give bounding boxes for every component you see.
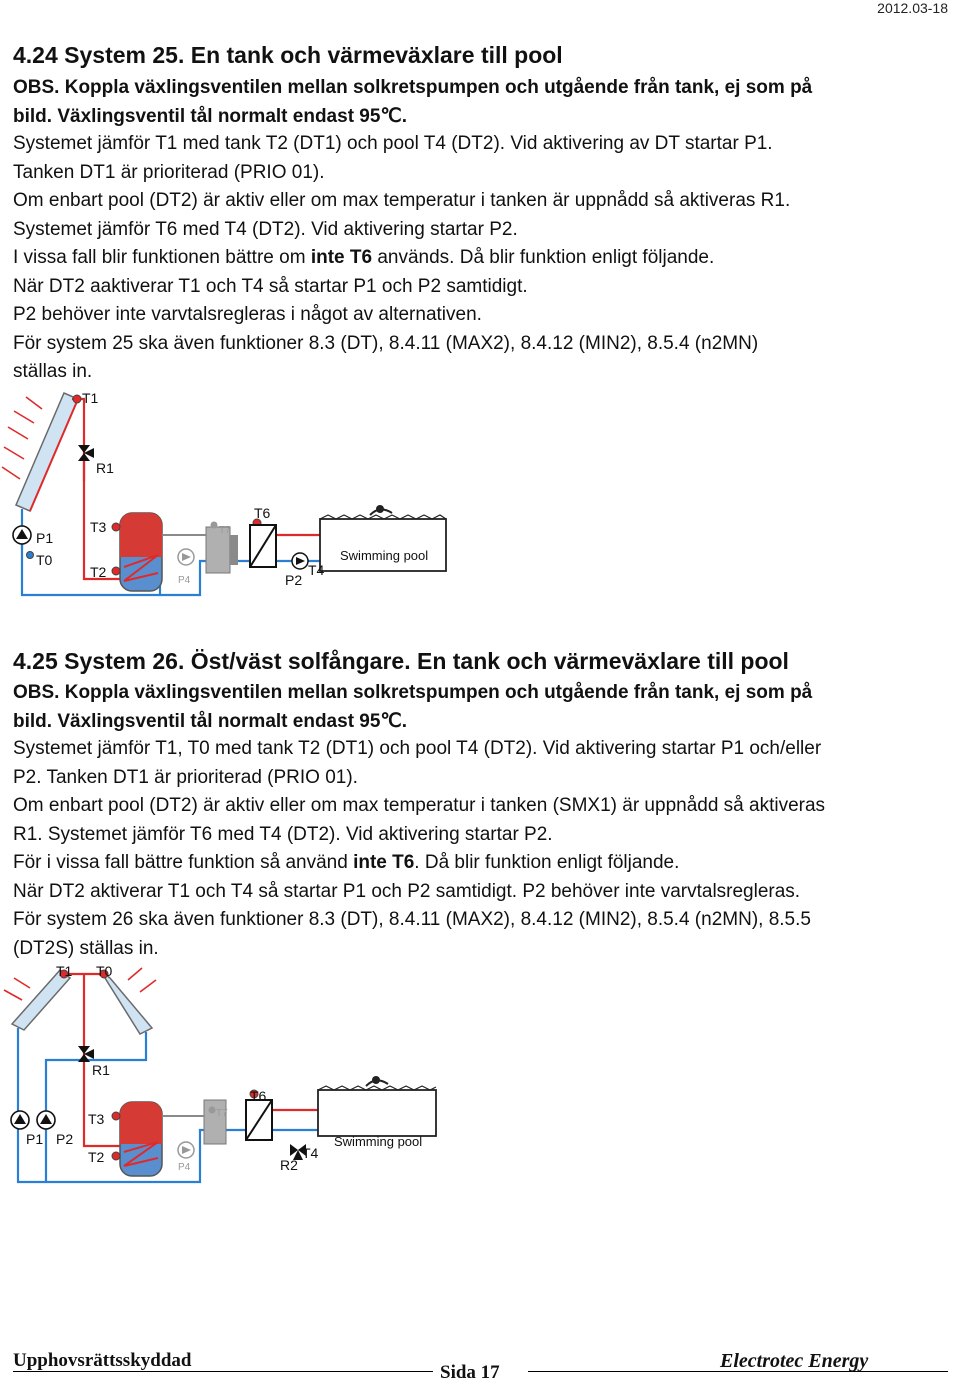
text-line: För system 26 ska även funktioner 8.3 (DT), 8.4.11 (MAX2), 8.4.12 (MIN2), 8.5.4 (n2MN), 8.5.5 (13, 909, 811, 930)
text-line: ställas in. (13, 361, 93, 382)
text-line: Systemet jämför T1 med tank T2 (DT1) och pool T4 (DT2). Vid aktivering av DT startar P1. (13, 133, 773, 154)
obs-note-4-24 (13, 73, 812, 131)
heat-exchanger (250, 525, 276, 567)
label-t0: T0 (36, 552, 53, 568)
text-line: Om enbart pool (DT2) är aktiv eller om max temperatur i tanken (SMX1) är uppnådd så aktiveras (13, 795, 826, 816)
label-r1: R1 (96, 460, 114, 476)
text-line: Om enbart pool (DT2) är aktiv eller om max temperatur i tanken är uppnådd så aktiveras R1. (13, 190, 791, 211)
swimming-pool (318, 1076, 436, 1136)
footer-page-number: Sida 17 (440, 1362, 500, 1383)
label-r1: R1 (92, 1062, 110, 1078)
text-line: Tanken DT1 är prioriterad (PRIO 01). (13, 161, 325, 183)
text-line: Systemet jämför T1, T0 med tank T2 (DT1) och pool T4 (DT2). Vid aktivering startar P1 och/eller (13, 738, 822, 759)
header-date: 2012.03-18 (877, 0, 948, 16)
label-t3: T3 (90, 519, 107, 535)
solar-collector-west (100, 970, 152, 1034)
label-r2: R2 (280, 1157, 298, 1173)
label-t4: T4 (308, 562, 325, 578)
text-post: används. Då blir funktion enligt följande. (372, 247, 715, 268)
obs-line: OBS. Koppla växlingsventilen mellan solkretspumpen och utgående från tank, ej som på (13, 682, 813, 703)
text-pre: I vissa fall blir funktionen bättre om (13, 247, 311, 268)
label-p2: P2 (285, 572, 303, 588)
section-heading-4-25: 4.25 System 26. Öst/väst solfångare. En tank och värmeväxlare till pool (13, 648, 789, 674)
label-pool: Swimming pool (340, 548, 429, 563)
label-t0: T0 (96, 963, 113, 979)
obs-line: bild. Växlingsventil tål normalt endast 95℃. (13, 711, 408, 732)
obs-note-4-25 (13, 678, 812, 736)
obs-line: OBS. Koppla växlingsventilen mellan solkretspumpen och utgående från tank, ej som på (13, 77, 813, 98)
footer-company: Electrotec Energy (720, 1350, 869, 1372)
label-t6: T6 (250, 1088, 267, 1104)
label-t2: T2 (88, 1149, 105, 1165)
sun-rays (4, 968, 156, 1000)
label-p4: P4 (178, 1162, 191, 1173)
pump-p2 (292, 553, 308, 569)
pump-p4 (178, 1142, 194, 1158)
label-t1: T1 (56, 963, 73, 979)
label-t2: T2 (90, 564, 107, 580)
aux-heater (162, 1100, 226, 1144)
text-line: R1. Systemet jämför T6 med T4 (DT2). Vid aktivering startar P2. (13, 823, 553, 845)
obs-line: bild. Växlingsventil tål normalt endast 95℃. (13, 106, 408, 127)
text-post: . Då blir funktion enligt följande. (414, 852, 680, 873)
description-4-24 (13, 130, 790, 387)
section-heading-4-24: 4.24 System 25. En tank och värmeväxlare till pool (13, 42, 563, 68)
system-26-diagram (0, 960, 460, 1195)
text-line: När DT2 aaktiverar T1 och T4 så startar P1 och P2 samtidigt. (13, 275, 528, 297)
label-t6: T6 (254, 505, 271, 521)
pump-p1 (13, 526, 31, 544)
pump-p2 (37, 1111, 55, 1129)
label-p4: P4 (178, 575, 191, 586)
storage-tank (120, 1102, 162, 1176)
text-line (13, 244, 790, 273)
text-bold: inte T6 (353, 852, 415, 873)
valve-r1 (78, 445, 94, 461)
text-line: Systemet jämför T6 med T4 (DT2). Vid aktivering startar P2. (13, 218, 518, 240)
storage-tank (120, 513, 162, 591)
label-pool: Swimming pool (334, 1134, 423, 1149)
description-4-25 (13, 735, 825, 963)
system-25-diagram (0, 385, 460, 610)
label-t4: T4 (302, 1145, 319, 1161)
label-t1: T1 (82, 390, 99, 406)
pump-p1 (11, 1111, 29, 1129)
text-line: (DT2S) ställas in. (13, 937, 159, 959)
solar-collector (16, 393, 78, 511)
label-p1: P1 (26, 1131, 44, 1147)
text-line: När DT2 aktiverar T1 och T4 så startar P1 och P2 samtidigt. P2 behöver inte varvtalsregleras. (13, 880, 801, 902)
text-bold: inte T6 (310, 247, 373, 268)
text-line: P2 behöver inte varvtalsregleras i något av alternativen. (13, 304, 482, 325)
footer-divider-left (13, 1371, 433, 1372)
footer-copyright: Upphovsrättsskyddad (13, 1350, 192, 1371)
text-line: P2. Tanken DT1 är prioriterad (PRIO 01). (13, 766, 358, 788)
text-pre: För i vissa fall bättre funktion så använd (13, 852, 354, 873)
label-t3: T3 (88, 1111, 105, 1127)
text-line (13, 849, 825, 878)
label-p1: P1 (36, 530, 54, 546)
label-t7: T7 (219, 525, 231, 536)
text-line: För system 25 ska även funktioner 8.3 (DT), 8.4.11 (MAX2), 8.4.12 (MIN2), 8.5.4 (n2MN) (13, 332, 759, 354)
pump-p4 (178, 549, 194, 565)
label-p2: P2 (56, 1131, 74, 1147)
label-t7: T7 (216, 1108, 228, 1119)
heat-exchanger (246, 1100, 272, 1140)
